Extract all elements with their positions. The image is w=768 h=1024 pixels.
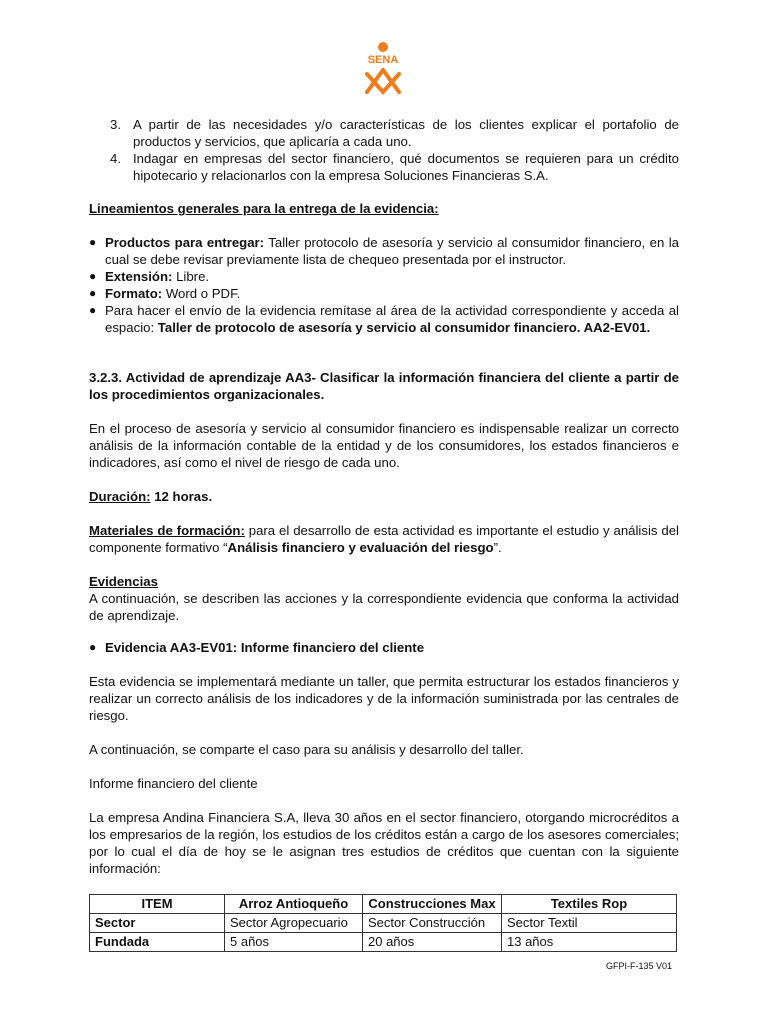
bullet-icon: ● [89,303,97,317]
table-row [90,914,677,933]
bullet-icon: ● [89,640,97,654]
column-header: Arroz Antioqueño [225,895,363,914]
empresa-paragraph: La empresa Andina Financiera S.A, lleva 30 años en el sector financiero, otorgando microcréditos a los empresarios de la región, los estudios de los créditos están a cargo de los asesores comerciales; por lo cual el día de hoy se le asignan tres estudios de créditos que cuentan con la siguiente información: [89,810,679,876]
evidencia-description: Esta evidencia se implementará mediante un taller, que permita estructurar los estados financieros y realizar un correcto análisis de los indicadores y de la información suministrada por las centrales de riesgo. [89,674,679,723]
table-cell: 5 años [225,933,363,952]
evidencias-heading: Evidencias [89,574,158,589]
table-cell: Sector Construcción [363,914,502,933]
table-header-row [90,895,677,914]
duracion-line: Duración: 12 horas. [89,489,213,504]
table-cell: Sector [90,914,225,933]
activity-intro: En el proceso de asesoría y servicio al consumidor financiero es indispensable realizar un correcto análisis de la información contable de la entidad y de los consumidores, los estados financieros e indicadores, así como el nivel de riesgo de cada uno. [89,421,679,470]
table-cell: 13 años [502,933,677,952]
lineamientos-heading: Lineamientos generales para la entrega de la evidencia: [89,201,439,216]
list-item: ● Extensión: Libre. [89,269,210,284]
list-item: ● Para hacer el envío de la evidencia remítase al área de la actividad correspondiente y acceda al espacio: Taller de protocolo de asesoría y servicio al consumidor financiero. AA2-EV01. [89,303,679,335]
activity-heading: 3.2.3. Actividad de aprendizaje AA3- Clasificar la información financiera del cliente a partir de los procedimientos organizacionales. [89,370,679,402]
bullet-icon: ● [89,286,97,300]
bullet-icon: ● [89,235,97,249]
evidencia-bullet: ● Evidencia AA3-EV01: Informe financiero del cliente [89,640,425,655]
table-row [90,933,677,952]
column-header: ITEM [90,895,225,914]
caso-text: A continuación, se comparte el caso para su análisis y desarrollo del taller. [89,742,524,757]
main-content [89,116,679,952]
list-item: ● Productos para entregar: Taller protocolo de asesoría y servicio al consumidor financiero, en la cual se debe revisar previamente lista de chequeo presentada por el instructor. [89,235,679,267]
table-cell: Sector Textil [502,914,677,933]
table-cell: Sector Agropecuario [225,914,363,933]
credit-info-table [89,894,677,952]
informe-title: Informe financiero del cliente [89,776,258,791]
list-item: 4. Indagar en empresas del sector financiero, qué documentos se requieren para un crédito hipotecario y relacionarlos con la empresa Soluciones Financieras S.A. [110,151,679,183]
footer-code: GFPI-F-135 V01 [606,961,673,971]
column-header: Textiles Rop [502,895,677,914]
list-item: ● Formato: Word o PDF. [89,286,241,301]
column-header: Construcciones Max [363,895,502,914]
list-item: 3. A partir de las necesidades y/o características de los clientes explicar el portafolio de productos y servicios, que aplicaría a cada uno. [110,117,679,149]
guidelines-list [89,234,679,336]
sena-logo [353,40,413,100]
numbered-list [89,116,679,184]
bullet-icon: ● [89,269,97,283]
table-cell: Fundada [90,933,225,952]
materiales-paragraph: Materiales de formación: para el desarrollo de esta actividad es importante el estudio y análisis del componente formativo “Análisis financiero y evaluación del riesgo”. [89,523,679,555]
table-cell: 20 años [363,933,502,952]
evidencias-text: A continuación, se describen las acciones y la correspondiente evidencia que conforma la actividad de aprendizaje. [89,591,679,623]
logo-text: SENA [367,54,399,66]
